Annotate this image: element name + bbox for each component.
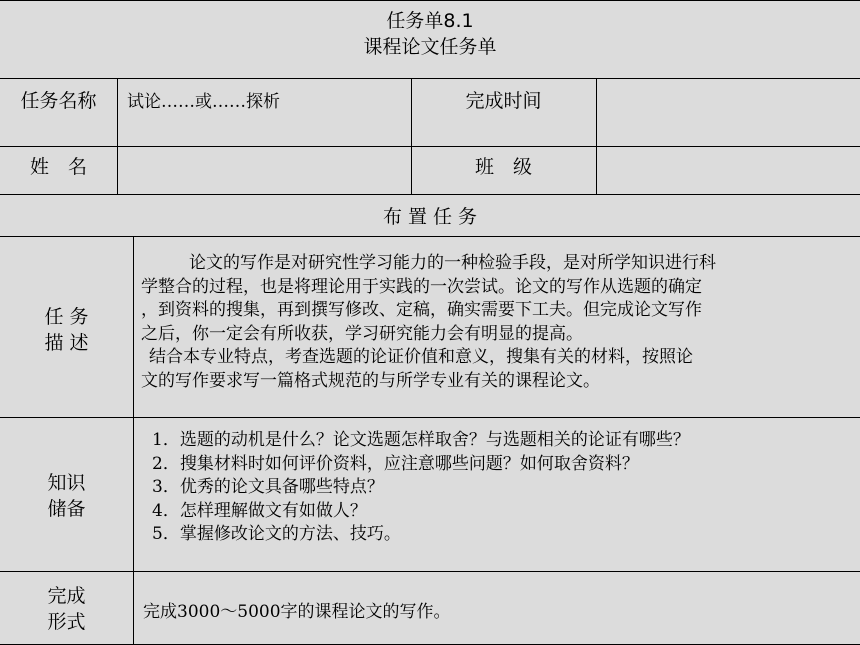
grid-line <box>0 146 860 147</box>
desc-line: ，到资料的搜集，再到撰写修改、定稿，确实需要下工夫。但完成论文写作 <box>141 300 702 320</box>
list-item: 2．搜集材料时如何评价资料，应注意哪些问题？如何取舍资料？ <box>152 453 639 474</box>
desc-label-line2: 描 述 <box>44 332 89 354</box>
grid-line <box>0 0 860 1</box>
knowledge-label-line1: 知识 <box>47 472 86 494</box>
name-label: 姓 名 <box>29 156 87 178</box>
desc-label-line1: 任 务 <box>44 306 89 328</box>
completion-label-line2: 形式 <box>47 611 86 633</box>
sheet-title: 课程论文任务单 <box>363 36 497 58</box>
knowledge-label-line2: 储备 <box>47 498 86 520</box>
list-item: 4．怎样理解做文有如做人？ <box>152 500 367 521</box>
grid-line <box>0 78 860 79</box>
desc-text <box>141 252 857 393</box>
completion-label <box>0 583 133 635</box>
desc-line: 结合本专业特点，考查选题的论证价值和意义，搜集有关的材料，按照论 <box>149 347 693 367</box>
grid-line <box>596 78 597 194</box>
assign-heading: 布 置 任 务 <box>382 206 478 228</box>
grid-line <box>133 236 134 645</box>
task-name-value: 试论……或……探析 <box>127 92 280 112</box>
grid-line <box>0 194 860 195</box>
class-label: 班 级 <box>474 156 532 178</box>
knowledge-label <box>0 470 133 522</box>
grid-line <box>0 236 860 237</box>
completion-value: 完成3000～5000字的课程论文的写作。 <box>143 602 451 622</box>
finish-time-label: 完成时间 <box>465 90 542 112</box>
grid-line <box>117 78 118 194</box>
list-item: 1．选题的动机是什么？论文选题怎样取舍？与选题相关的论证有哪些？ <box>152 430 690 450</box>
desc-line: 论文的写作是对研究性学习能力的一种检验手段，是对所学知识进行科 <box>189 253 716 273</box>
completion-label-line1: 完成 <box>47 585 86 607</box>
grid-line <box>0 417 860 418</box>
desc-line: 学整合的过程，也是将理论用于实践的一次尝试。论文的写作从选题的确定 <box>141 276 702 297</box>
list-item: 5．掌握修改论文的方法、技巧。 <box>152 524 401 544</box>
sheet-header <box>0 0 860 78</box>
list-item: 3．优秀的论文具备哪些特点？ <box>152 477 384 497</box>
desc-line: 文的写作要求写一篇格式规范的与所学专业有关的课程论文。 <box>141 370 600 391</box>
knowledge-list <box>152 429 856 547</box>
desc-line: 之后，你一定会有所收获，学习研究能力会有明显的提高。 <box>141 323 583 344</box>
task-name-label: 任务名称 <box>20 90 97 112</box>
sheet-number: 任务单8.1 <box>386 10 474 32</box>
desc-label <box>0 304 133 356</box>
grid-line <box>0 571 860 572</box>
